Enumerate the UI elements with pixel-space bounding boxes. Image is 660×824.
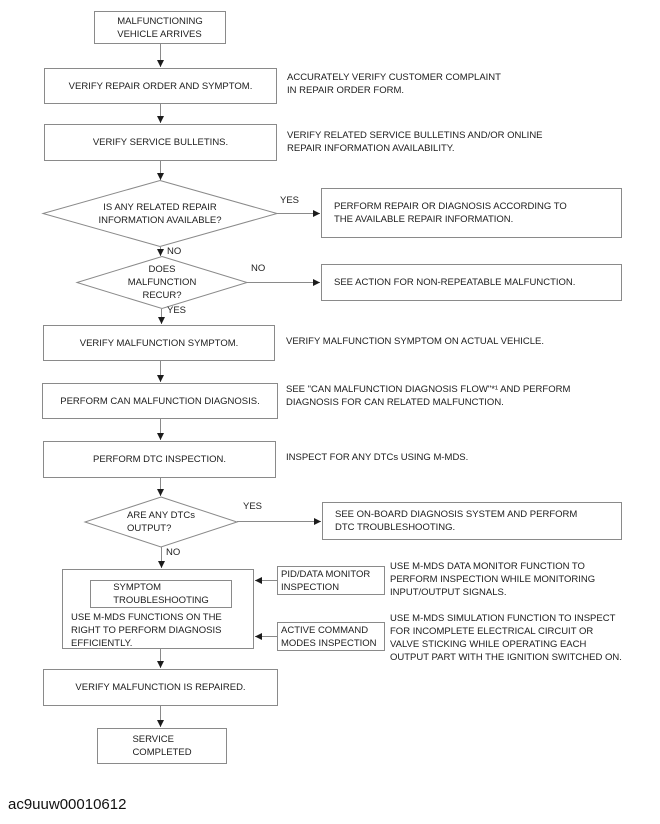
text-line: PERFORM REPAIR OR DIAGNOSIS ACCORDING TO <box>334 201 567 212</box>
text-line: USE M-MDS DATA MONITOR FUNCTION TO <box>390 561 585 572</box>
text-line: VALVE STICKING WHILE OPERATING EACH <box>390 639 587 650</box>
yes-label: YES <box>167 305 187 316</box>
node-text-block <box>113 581 209 607</box>
node-text-block <box>281 568 370 594</box>
no-label: NO <box>166 547 181 558</box>
node-text-block <box>335 508 577 534</box>
annotation-repair-order <box>287 71 501 97</box>
text-line: PID/DATA MONITOR <box>281 568 371 580</box>
annotation-can-diagnosis <box>286 383 570 409</box>
node-text-block <box>117 15 203 41</box>
text-line: MALFUNCTION <box>127 277 197 288</box>
node-text-block <box>127 509 195 535</box>
annotation-malfunction-symptom <box>286 335 544 348</box>
annotation-pid-data-monitor <box>390 560 595 599</box>
node-verify-repair-order <box>44 68 277 104</box>
text-line: VERIFY RELATED SERVICE BULLETINS AND/OR ONLINE <box>287 130 543 141</box>
text-line: IS ANY RELATED REPAIR <box>103 202 217 213</box>
text-line: REPAIR INFORMATION AVAILABILITY. <box>287 143 455 154</box>
node-pid-data-monitor-inspection <box>277 566 385 595</box>
no-label: NO <box>251 263 266 274</box>
node-verify-malfunction-symptom <box>43 325 275 361</box>
node-text-block <box>132 733 191 759</box>
annotation-service-bulletins <box>287 129 543 155</box>
text-line: THE AVAILABLE REPAIR INFORMATION. <box>334 214 514 225</box>
text-line: VERIFY MALFUNCTION SYMPTOM ON ACTUAL VEHICLE. <box>286 336 544 347</box>
node-symptom-troubleshooting <box>62 569 254 649</box>
text-line: FOR INCOMPLETE ELECTRICAL CIRCUIT OR <box>390 626 594 637</box>
annotation-dtc-inspection <box>286 451 468 464</box>
node-text-block <box>281 624 377 650</box>
text-line: INFORMATION AVAILABLE? <box>98 215 222 226</box>
text-line: VERIFY MALFUNCTION SYMPTOM. <box>79 337 239 349</box>
text-line: DTC TROUBLESHOOTING. <box>335 522 456 533</box>
text-line: MALFUNCTIONING <box>117 15 203 27</box>
text-line: VERIFY MALFUNCTION IS REPAIRED. <box>75 682 246 693</box>
text-line: PERFORM INSPECTION WHILE MONITORING <box>390 574 596 585</box>
text-line: VERIFY REPAIR ORDER AND SYMPTOM. <box>68 80 253 92</box>
annotation-active-command-modes <box>390 612 622 664</box>
node-perform-can-diagnosis <box>42 383 278 419</box>
text-line: DIAGNOSIS FOR CAN RELATED MALFUNCTION. <box>286 397 504 408</box>
decision-dtcs-output-label <box>95 499 227 545</box>
text-line: USE M-MDS FUNCTIONS ON THE <box>71 612 222 623</box>
node-non-repeatable-action <box>321 264 622 301</box>
node-verify-malfunction-repaired <box>43 669 278 706</box>
node-text-block <box>334 200 567 226</box>
symptom-troubleshooting-title-box <box>90 580 232 608</box>
figure-id: ac9uuw00010612 <box>8 796 127 813</box>
yes-label: YES <box>280 195 300 206</box>
node-start <box>94 11 226 44</box>
no-label: NO <box>167 246 182 257</box>
text-line: TROUBLESHOOTING <box>113 595 209 606</box>
text-line: INPUT/OUTPUT SIGNALS. <box>390 587 507 598</box>
yes-label: YES <box>243 501 263 512</box>
text-line: PERFORM DTC INSPECTION. <box>92 454 226 465</box>
text-line: MODES INSPECTION <box>281 637 377 649</box>
text-line: VERIFY SERVICE BULLETINS. <box>92 137 229 148</box>
text-line: OUTPUT? <box>127 523 172 534</box>
symptom-troubleshooting-body <box>71 611 222 650</box>
text-line: SEE ON-BOARD DIAGNOSIS SYSTEM AND PERFORM <box>335 509 578 520</box>
text-line: SEE ACTION FOR NON-REPEATABLE MALFUNCTION. <box>334 277 576 288</box>
text-line: INSPECTION <box>281 581 340 593</box>
text-line: INSPECT FOR ANY DTCs USING M-MDS. <box>286 452 469 463</box>
text-line: SYMPTOM <box>113 582 162 593</box>
text-line: DOES <box>148 264 176 275</box>
text-line: EFFICIENTLY. <box>71 638 133 649</box>
text-line: USE M-MDS SIMULATION FUNCTION TO INSPECT <box>390 613 616 624</box>
text-line: OUTPUT PART WITH THE IGNITION SWITCHED ON. <box>390 652 622 663</box>
text-line: ACTIVE COMMAND <box>281 624 369 636</box>
text-line: VEHICLE ARRIVES <box>117 28 202 40</box>
decision-malfunction-recur-label <box>85 258 239 307</box>
text-line: IN REPAIR ORDER FORM. <box>287 85 404 96</box>
node-active-command-modes-inspection <box>277 622 385 651</box>
node-service-completed <box>97 728 227 764</box>
decision-repair-info-label <box>60 183 260 245</box>
text-line: SEE "CAN MALFUNCTION DIAGNOSIS FLOW"*¹ AND PERFORM <box>286 384 571 395</box>
node-text-block <box>128 263 197 302</box>
node-perform-dtc-inspection <box>43 441 276 478</box>
text-line: ARE ANY DTCs <box>127 510 195 521</box>
text-line: ACCURATELY VERIFY CUSTOMER COMPLAINT <box>287 72 501 83</box>
node-perform-repair-per-info <box>321 188 622 238</box>
text-line: SERVICE <box>132 734 174 745</box>
text-line: RECUR? <box>142 290 182 301</box>
node-verify-service-bulletins <box>44 124 277 161</box>
node-text-block <box>98 201 221 227</box>
text-line: COMPLETED <box>132 747 192 758</box>
text-line: RIGHT TO PERFORM DIAGNOSIS <box>71 625 222 636</box>
text-line: PERFORM CAN MALFUNCTION DIAGNOSIS. <box>60 395 260 407</box>
node-onboard-diagnosis <box>322 502 622 540</box>
